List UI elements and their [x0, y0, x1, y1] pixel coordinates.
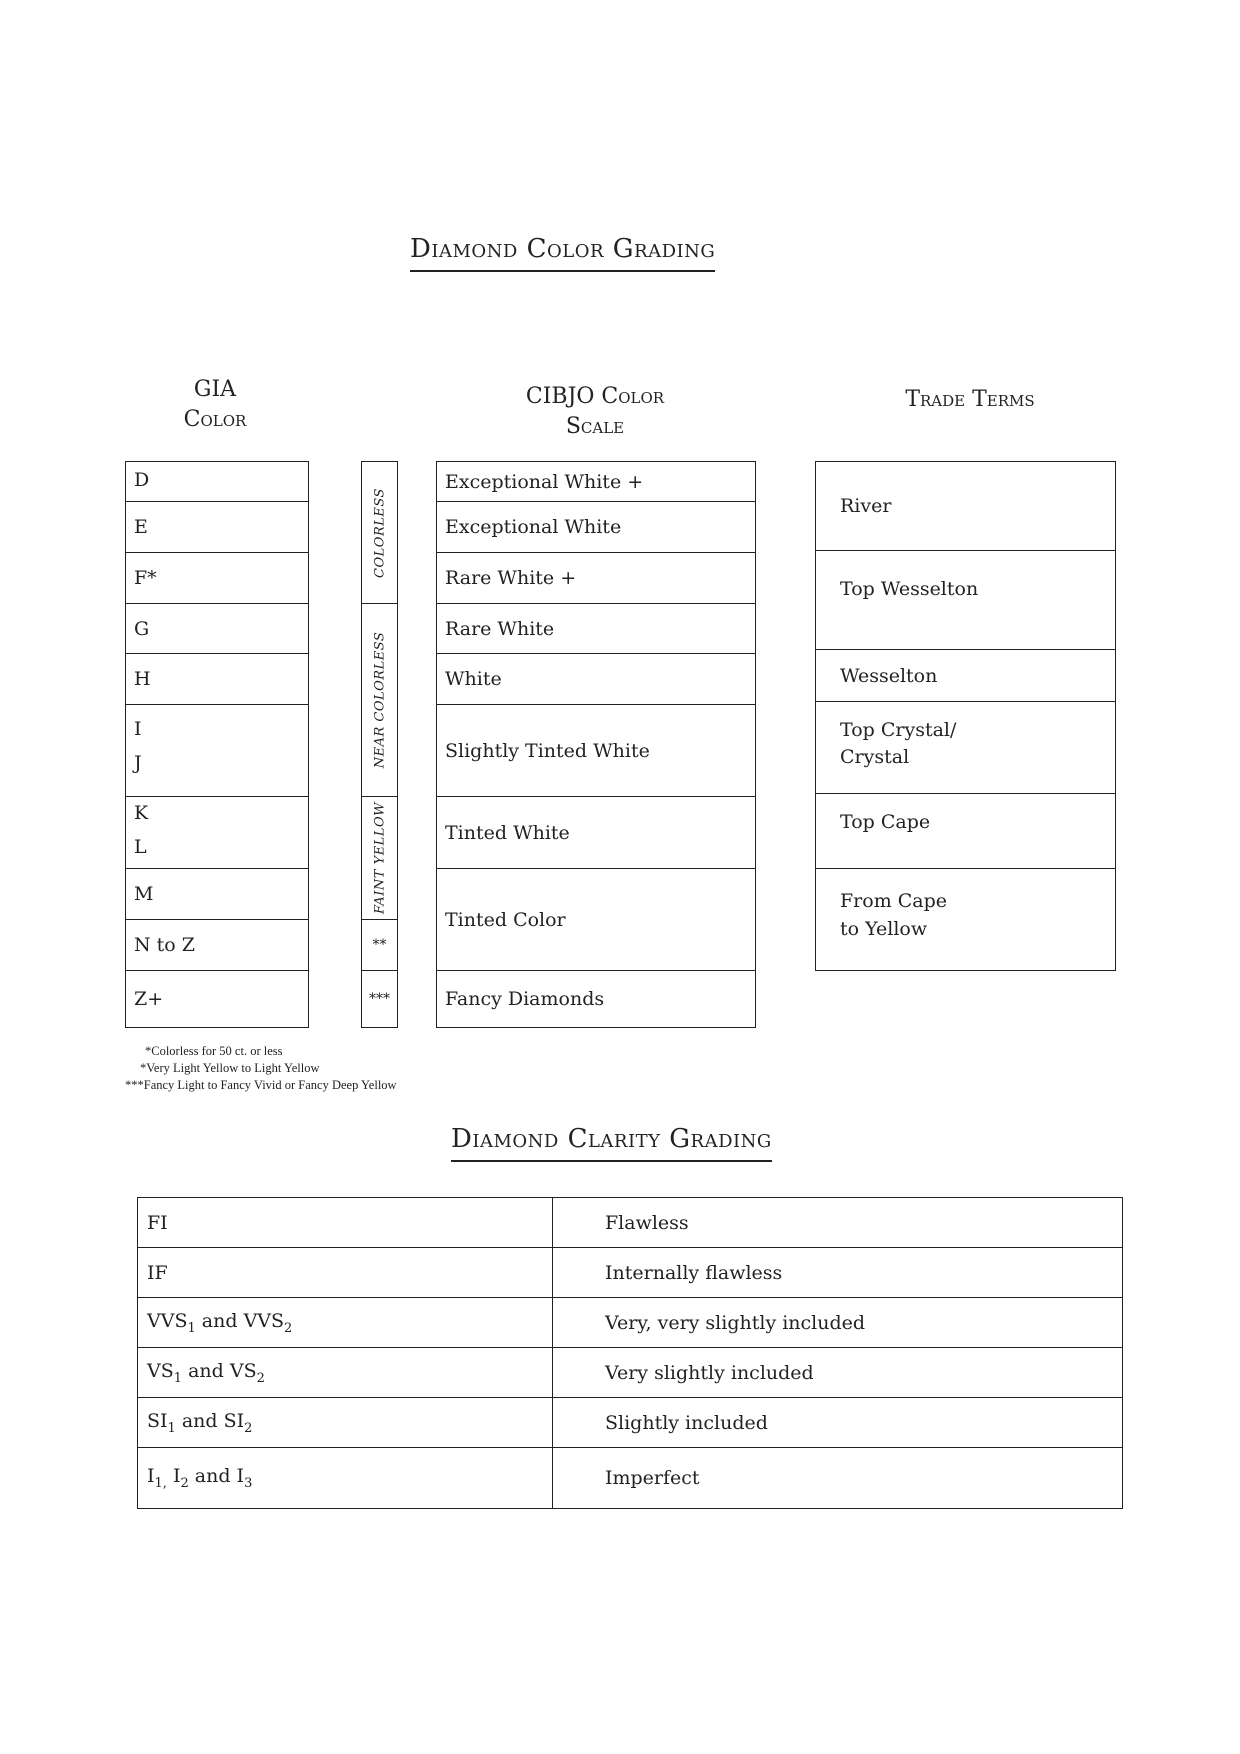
gia-row-d: D [126, 462, 308, 502]
clarity-grading-title: Diamond Clarity Grading [451, 1124, 772, 1162]
cibjo-row: Tinted White [437, 797, 755, 869]
clarity-desc: Imperfect [553, 1448, 1123, 1509]
cibjo-column [436, 461, 756, 1028]
gia-row-h: H [126, 654, 308, 705]
cibjo-header [480, 382, 710, 442]
cibjo-row: Exceptional White + [437, 462, 755, 502]
table-row [138, 1298, 1123, 1348]
cibjo-row: Slightly Tinted White [437, 705, 755, 797]
cibjo-header-line2: Scale [565, 414, 625, 439]
scale-triple-asterisk: *** [369, 990, 390, 1007]
clarity-grade: $SI_1$ and $SI_2$ [138, 1398, 553, 1448]
clarity-desc: Very slightly included [553, 1348, 1123, 1398]
clarity-desc: Slightly included [553, 1398, 1123, 1448]
clarity-desc: Flawless [553, 1198, 1123, 1248]
scale-near-colorless: NEAR COLORLESS [362, 604, 397, 797]
cibjo-row: Exceptional White [437, 502, 755, 553]
clarity-desc: Internally flawless [553, 1248, 1123, 1298]
trade-row-river: River [816, 462, 1115, 551]
cibjo-row: Fancy Diamonds [445, 987, 605, 1010]
gia-header-line2: Color [183, 407, 247, 432]
trade-row-cape-to-yellow: From Cape to Yellow [840, 890, 948, 940]
cibjo-row: White [437, 654, 755, 705]
trade-row-crystal: Top Crystal/ Crystal [816, 702, 1115, 794]
clarity-grade: FI [138, 1198, 553, 1248]
gia-row-f: F* [126, 553, 308, 604]
table-row [138, 1448, 1123, 1509]
clarity-grade: $I_{1,}$ $I_2$ and $I_3$ [138, 1448, 553, 1509]
gia-row-n-to-z: N to Z [126, 920, 308, 971]
clarity-grade: $VVS_1$ and $VVS_2$ [138, 1298, 553, 1348]
table-row [138, 1398, 1123, 1448]
table-row [138, 1248, 1123, 1298]
gia-row-m: M [126, 869, 308, 920]
cibjo-row: Tinted Color [437, 869, 755, 971]
gia-row-g: G [126, 604, 308, 654]
trade-terms-column [815, 461, 1116, 971]
scale-double-asterisk: ** [362, 920, 397, 971]
clarity-desc: Very, very slightly included [553, 1298, 1123, 1348]
color-grading-title: Diamond Color Grading [410, 234, 715, 272]
scale-category-column [361, 461, 398, 1028]
table-row [138, 1348, 1123, 1398]
trade-row-top-cape: Top Cape [816, 794, 1115, 869]
gia-color-header [150, 375, 280, 435]
clarity-grade: IF [138, 1248, 553, 1298]
gia-row-z-plus: Z+ [134, 987, 164, 1010]
trade-terms-header: Trade Terms [905, 387, 1035, 412]
table-row [138, 1198, 1123, 1248]
gia-row-ij: I J [126, 705, 308, 797]
footnote-light-yellow: *Very Light Yellow to Light Yellow [140, 1061, 320, 1075]
gia-color-column [125, 461, 309, 1028]
clarity-table [137, 1197, 1123, 1509]
gia-header-line1: GIA [193, 377, 237, 402]
gia-row-kl: K L [126, 797, 308, 869]
trade-row-top-wesselton: Top Wesselton [816, 551, 1115, 650]
clarity-grade: $VS_1$ and $VS_2$ [138, 1348, 553, 1398]
cibjo-row: Rare White + [437, 553, 755, 604]
scale-colorless: COLORLESS [362, 462, 397, 604]
footnote-fancy: ***Fancy Light to Fancy Vivid or Fancy Deep Yellow [125, 1078, 397, 1092]
cibjo-row: Rare White [437, 604, 755, 654]
scale-faint-yellow: FAINT YELLOW [362, 797, 397, 920]
trade-row-wesselton: Wesselton [816, 650, 1115, 702]
footnote-colorless: *Colorless for 50 ct. or less [145, 1044, 283, 1058]
gia-row-e: E [126, 502, 308, 553]
cibjo-header-line1: CIBJO Color [525, 384, 665, 409]
